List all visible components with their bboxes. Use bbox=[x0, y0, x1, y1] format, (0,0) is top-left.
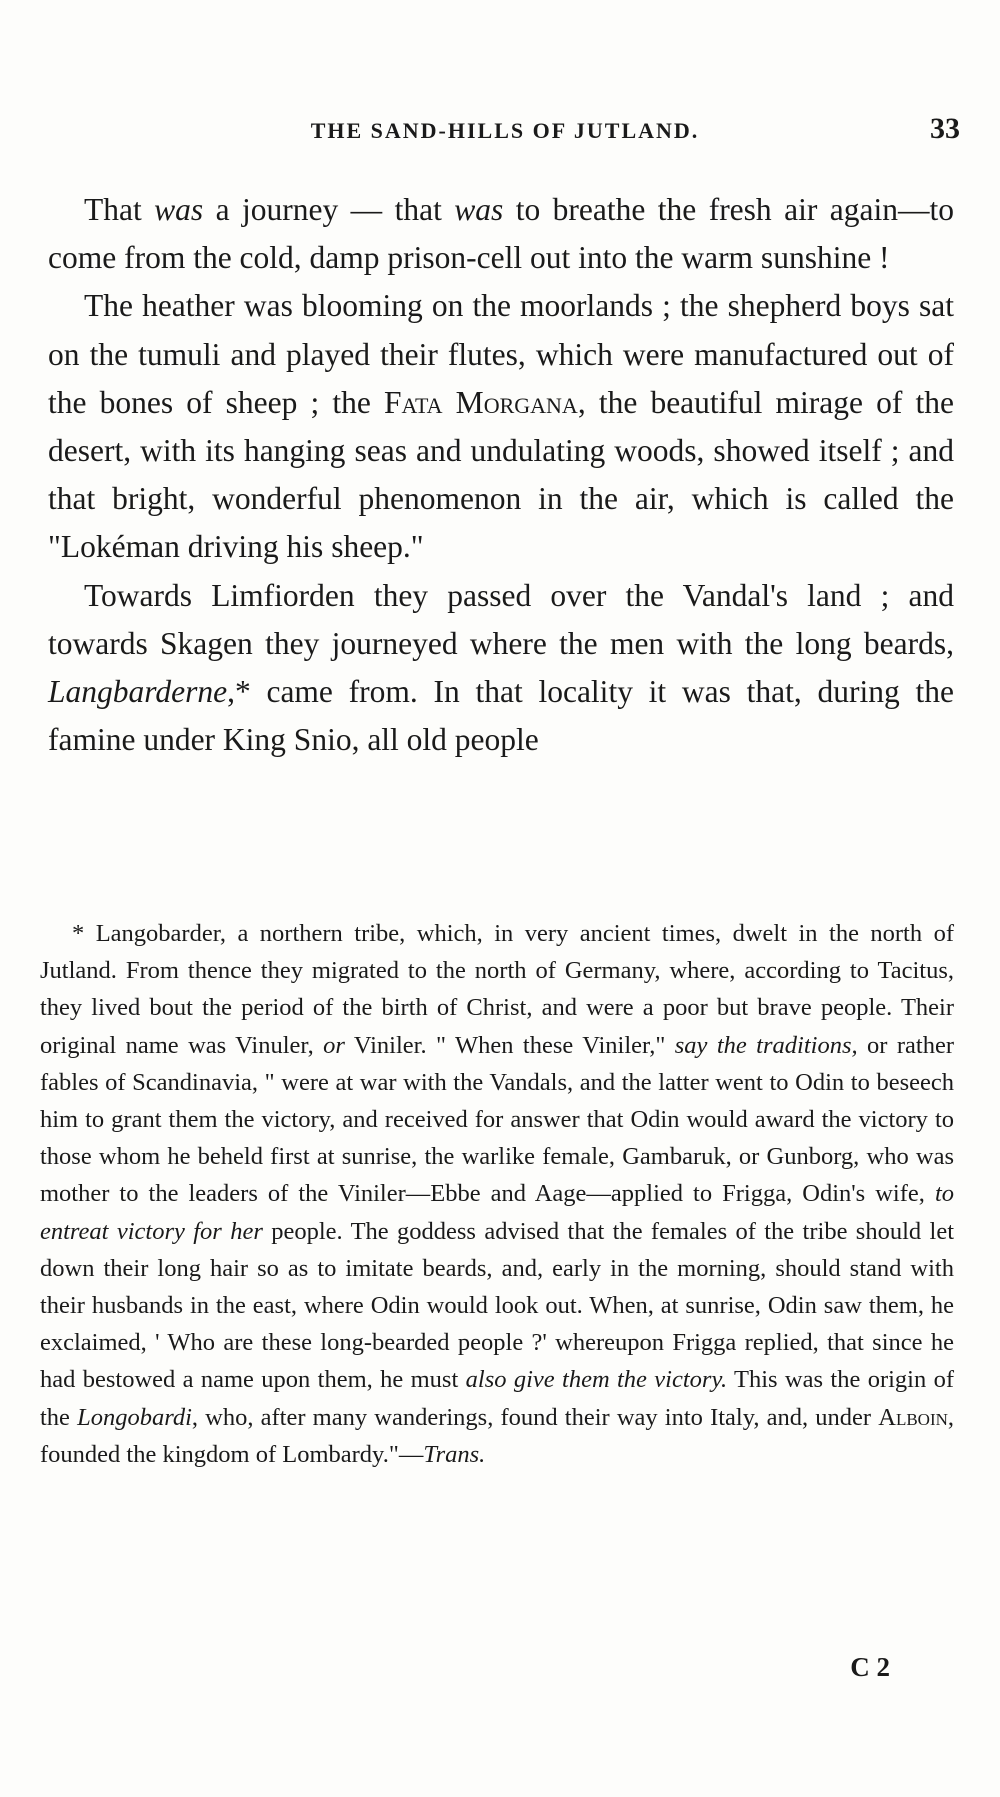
italic-text: was bbox=[454, 192, 504, 227]
running-title: THE SAND-HILLS OF JUTLAND. bbox=[310, 118, 700, 143]
text-run: ,* came from. In that locality it was that, during the famine under King Snio, all old people bbox=[48, 674, 954, 758]
footnote-paragraph bbox=[40, 915, 954, 1473]
paragraph bbox=[48, 572, 954, 765]
main-text bbox=[48, 186, 954, 764]
smallcaps-text: Fata Morgana bbox=[384, 384, 578, 420]
text-run: or rather fables of Scandinavia, " were at war with the Vandals, and the latter went to Odin to beseech him to grant them the victory, and received for answer that Odin would award the victory to those whom he beheld first at sunrise, the warlike female, Gambaruk, or Gunborg, who was mother to the leaders of the Viniler—Ebbe and Aage—applied to Frigga, Odin's wife, bbox=[40, 1031, 954, 1208]
italic-text: also give them the victory. bbox=[465, 1366, 728, 1394]
text-run: people. The goddess advised that the females of the tribe should let down their long hair so as to imitate beards, and, early in the morning, should stand with their husbands in the east, where Odin would look out. When, at sunrise, Odin saw them, he exclaimed, ' Who are these long-bearded people ?' whereupon Frigga replied, that since he had bestowed a name upon them, he must bbox=[40, 1217, 954, 1394]
paragraph bbox=[48, 186, 954, 282]
italic-text: was bbox=[154, 192, 204, 227]
text-run: That bbox=[84, 192, 155, 227]
text-run: , the beautiful mirage of the desert, with its hanging seas and undulating woods, showed itself ; and that bright, wonderful phenomenon in the air, which is called the "Lokéman driving his sheep." bbox=[48, 384, 955, 565]
italic-text: Longobardi bbox=[77, 1403, 192, 1431]
smallcaps-text: Alboin bbox=[878, 1403, 948, 1431]
text-run: a journey — that bbox=[203, 192, 455, 227]
footnote bbox=[40, 915, 954, 1473]
text-run: Towards Limfiorden they passed over the Vandal's land ; and towards Skagen they journeyed where the men with the long beards, bbox=[48, 577, 954, 661]
text-run: * Langobarder, a northern tribe, which, in very ancient times, dwelt in the north of Jutland. From thence they migrated to the north of Germany, where, according to Tacitus, they lived bout the period of the birth of Christ, and were a poor but brave people. Their original name was Vinuler, bbox=[40, 920, 954, 1059]
text-run: to breathe the fresh air again—to come from the cold, damp prison-cell out into the warm sunshine ! bbox=[48, 192, 954, 276]
italic-text: say the traditions, bbox=[674, 1031, 858, 1059]
italic-text: Trans. bbox=[423, 1440, 486, 1468]
paragraph bbox=[48, 282, 954, 571]
italic-text: or bbox=[323, 1031, 345, 1059]
signature-mark: C 2 bbox=[850, 1652, 890, 1682]
italic-text: Langbarderne bbox=[48, 674, 228, 710]
text-run: This was the origin of the bbox=[40, 1366, 954, 1431]
text-run: Viniler. " When these Viniler," bbox=[344, 1031, 675, 1059]
page-number: 33 bbox=[930, 112, 960, 145]
text-run: , who, after many wanderings, found their way into Italy, and, under bbox=[191, 1403, 879, 1431]
text-run: The heather was blooming on the moorlands ; the shepherd boys sat on the tumuli and played their flutes, which were manufactured out of the bones of sheep ; the bbox=[48, 288, 954, 420]
page-header bbox=[50, 112, 960, 158]
italic-text: to entreat victory for her bbox=[40, 1180, 954, 1245]
text-run: , founded the kingdom of Lombardy."— bbox=[40, 1403, 955, 1468]
